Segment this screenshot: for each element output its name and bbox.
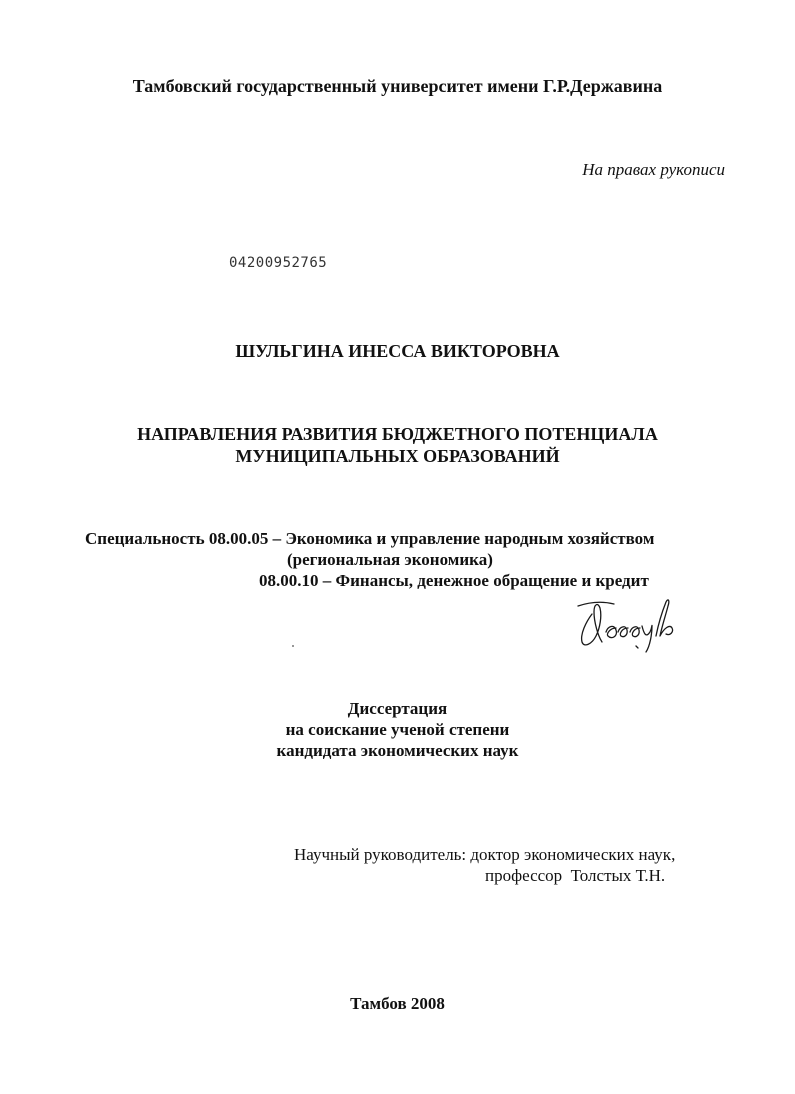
specialty-secondary: 08.00.10 – Финансы, денежное обращение и кредит (259, 571, 649, 590)
scan-speck (292, 645, 294, 647)
dissertation-designation (0, 698, 795, 761)
specialty-primary: Специальность 08.00.05 – Экономика и управление народным хозяйством (85, 529, 655, 548)
university-name: Тамбовский государственный университет имени Г.Р.Державина (132, 76, 663, 96)
title-line-1: НАПРАВЛЕНИЯ РАЗВИТИЯ БЮДЖЕТНОГО ПОТЕНЦИАЛА (137, 424, 658, 444)
registration-number: 04200952765 (229, 255, 328, 271)
dissertation-line-2: на соискание ученой степени (285, 720, 510, 739)
specialty-primary-subtitle: (региональная экономика) (287, 550, 493, 569)
dissertation-line-1: Диссертация (347, 699, 448, 718)
author-name: ШУЛЬГИНА ИНЕССА ВИКТОРОВНА (235, 341, 560, 361)
handwritten-signature (572, 592, 692, 656)
city-year: Тамбов 2008 (350, 994, 445, 1013)
dissertation-line-3: кандидата экономических наук (276, 741, 519, 760)
dissertation-title (0, 423, 795, 467)
manuscript-note: На правах рукописи (582, 160, 725, 179)
title-line-2: МУНИЦИПАЛЬНЫХ ОБРАЗОВАНИЙ (235, 446, 560, 466)
supervisor-line-1: Научный руководитель: доктор экономических наук, (294, 845, 676, 864)
supervisor-line-2: профессор Толстых Т.Н. (485, 866, 666, 885)
